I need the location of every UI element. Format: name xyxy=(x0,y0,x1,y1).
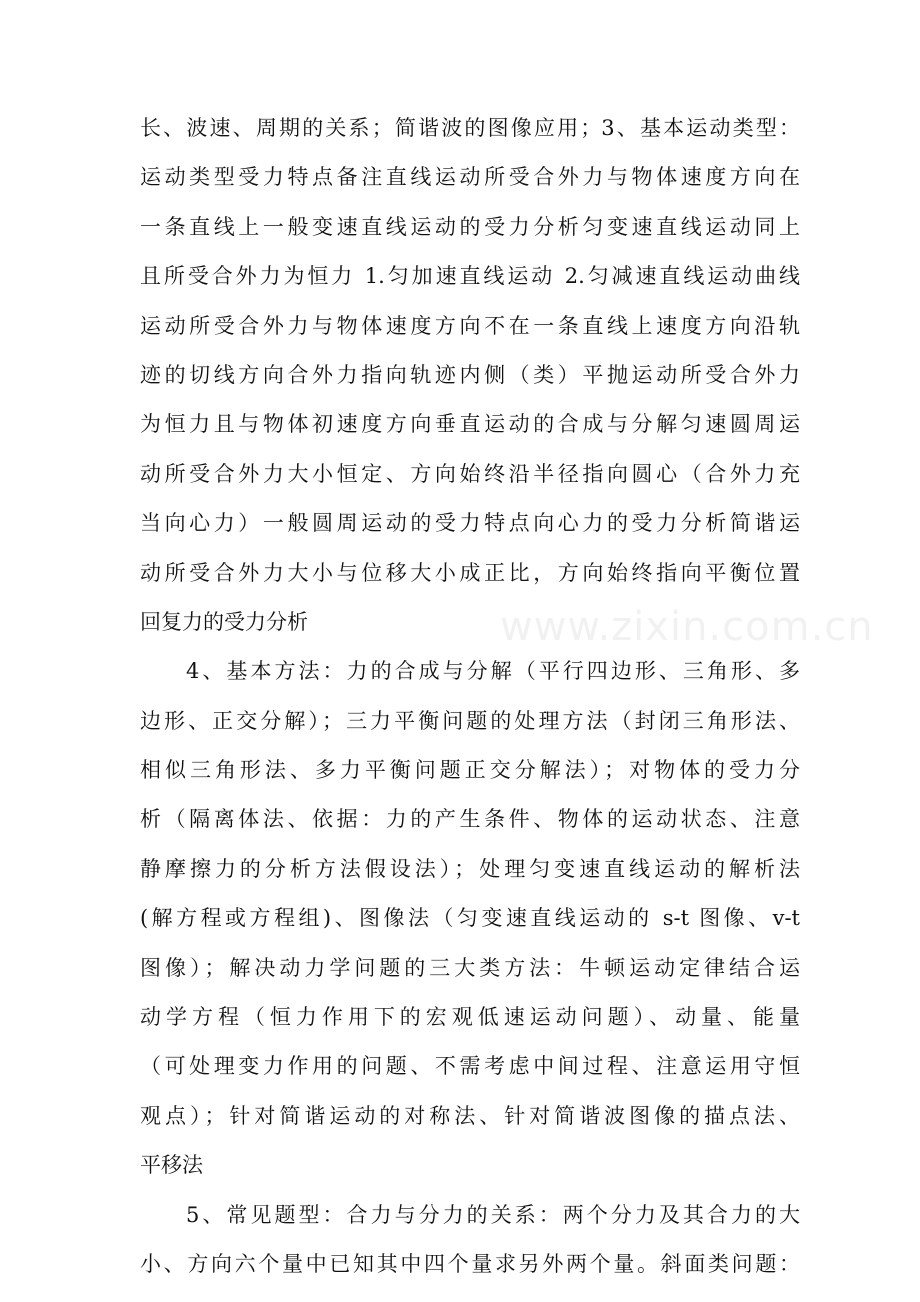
text-line: 长、波速、周期的关系；简谐波的图像应用；3、基本运动类型： xyxy=(140,116,800,140)
text-line: 运动类型受力特点备注直线运动所受合外力与物体速度方向在 xyxy=(140,165,800,190)
paragraph-common-problems xyxy=(140,1191,800,1290)
paragraph-basic-methods xyxy=(140,647,800,1190)
text-line: 小、方向六个量中已知其中四个量求另外两个量。斜面类问题： xyxy=(140,1251,800,1276)
document-body xyxy=(140,104,800,1289)
text-line: 为恒力且与物体初速度方向垂直运动的合成与分解匀速圆周运 xyxy=(140,412,800,437)
paragraph-motion-types xyxy=(140,104,800,647)
text-line: 回复力的受力分析 xyxy=(140,609,308,634)
text-line: 一条直线上一般变速直线运动的受力分析匀变速直线运动同上 xyxy=(140,214,800,239)
text-line: 平移法 xyxy=(140,1153,203,1178)
text-line: 动学方程（恒力作用下的宏观低速运动问题）、动量、能量 xyxy=(140,1005,800,1030)
text-line: 相似三角形法、多力平衡问题正交分解法）；对物体的受力分 xyxy=(140,758,800,783)
text-line: (解方程或方程组)、图像法（匀变速直线运动的 s-t 图像、v-t xyxy=(140,906,800,931)
text-line: 5、常见题型：合力与分力的关系：两个分力及其合力的大 xyxy=(186,1202,800,1227)
text-line: 且所受合外力为恒力 1.匀加速直线运动 2.匀减速直线运动曲线 xyxy=(140,264,800,289)
text-line: 边形、正交分解）；三力平衡问题的处理方法（封闭三角形法、 xyxy=(140,708,800,733)
text-line: 迹的切线方向合外力指向轨迹内侧（类）平抛运动所受合外力 xyxy=(140,362,800,387)
text-line: 动所受合外力大小恒定、方向始终沿半径指向圆心（合外力充 xyxy=(140,461,800,486)
text-line: 4、基本方法：力的合成与分解（平行四边形、三角形、多 xyxy=(186,659,800,684)
text-line: 当向心力）一般圆周运动的受力特点向心力的受力分析简谐运 xyxy=(140,511,800,536)
text-line: （可处理变力作用的问题、不需考虑中间过程、注意运用守恒 xyxy=(140,1054,800,1079)
text-line: 运动所受合外力与物体速度方向不在一条直线上速度方向沿轨 xyxy=(140,313,800,338)
watermark: www.zixin.com.cn xyxy=(500,604,874,650)
text-line: 图像）；解决动力学问题的三大类方法：牛顿运动定律结合运 xyxy=(140,955,800,980)
text-line: 动所受合外力大小与位移大小成正比，方向始终指向平衡位置 xyxy=(140,560,800,585)
text-line: 观点）；针对简谐运动的对称法、针对简谐波图像的描点法、 xyxy=(140,1103,800,1128)
text-line: 析（隔离体法、依据：力的产生条件、物体的运动状态、注意 xyxy=(140,807,800,832)
text-line: 静摩擦力的分析方法假设法）；处理匀变速直线运动的解析法 xyxy=(140,856,800,881)
